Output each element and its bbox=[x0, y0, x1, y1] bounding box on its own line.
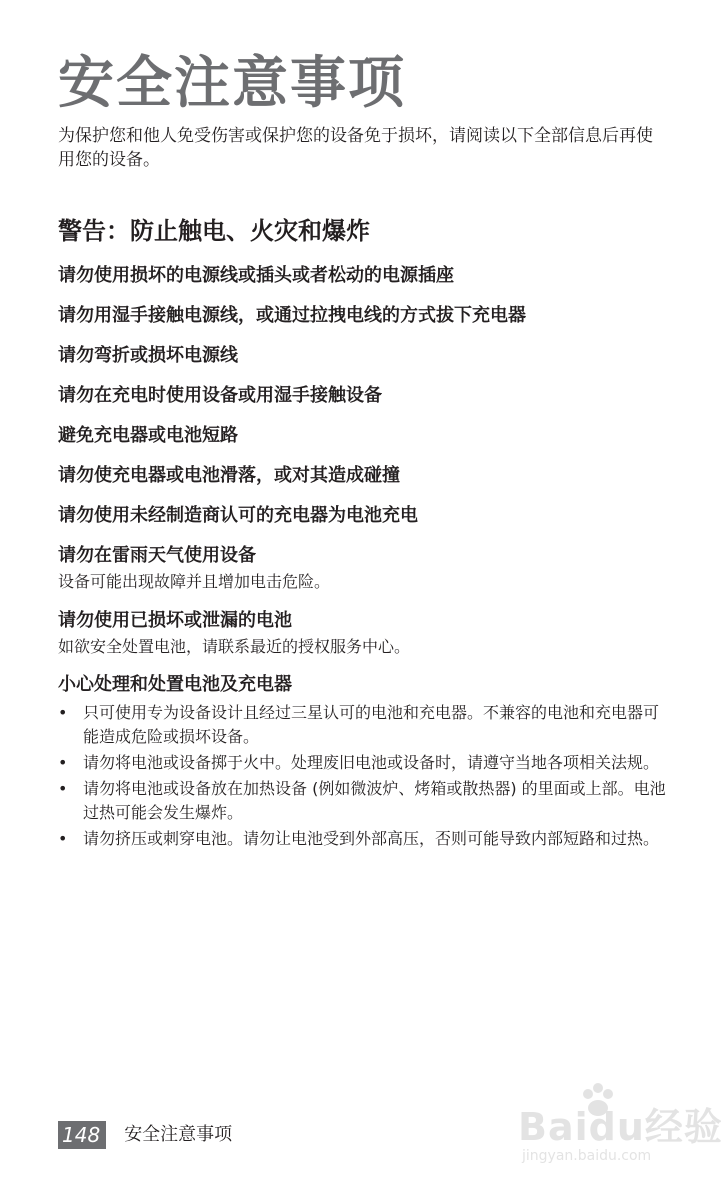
item-body: 设备可能出现故障并且增加电击危险。 bbox=[58, 572, 331, 591]
item-body: 如欲安全处置电池，请联系最近的授权服务中心。 bbox=[58, 637, 411, 656]
warning-item bbox=[58, 542, 668, 607]
bullet-text: 请勿将电池或设备放在加热设备 (例如微波炉、烤箱或散热器) 的里面或上部。电池过热可能会发生爆炸。 bbox=[83, 779, 666, 822]
warning-item bbox=[58, 342, 668, 382]
page-title: 安全注意事项 bbox=[58, 51, 406, 116]
item-heading: 请勿在充电时使用设备或用湿手接触设备 bbox=[58, 385, 382, 406]
watermark-logo-text: Baidu经验 bbox=[518, 1105, 723, 1149]
bullet-item bbox=[58, 751, 668, 775]
item-heading: 请勿使用已损坏或泄漏的电池 bbox=[58, 610, 292, 631]
footer-section-title: 安全注意事项 bbox=[124, 1124, 233, 1145]
bullet-item bbox=[58, 701, 668, 749]
bullet-item bbox=[58, 827, 668, 851]
bullet-marker: • bbox=[58, 753, 68, 772]
warning-item bbox=[58, 262, 668, 302]
warning-item bbox=[58, 671, 668, 851]
warning-item bbox=[58, 422, 668, 462]
warning-items bbox=[58, 262, 668, 853]
item-heading: 小心处理和处置电池及充电器 bbox=[58, 674, 292, 695]
warning-item bbox=[58, 502, 668, 542]
bullet-text: 请勿将电池或设备掷于火中。处理废旧电池或设备时，请遵守当地各项相关法规。 bbox=[83, 753, 660, 772]
warning-item bbox=[58, 302, 668, 342]
bullet-text: 请勿挤压或刺穿电池。请勿让电池受到外部高压，否则可能导致内部短路和过热。 bbox=[83, 829, 660, 848]
page-footer bbox=[58, 1121, 232, 1149]
item-heading: 请勿在雷雨天气使用设备 bbox=[58, 545, 256, 566]
item-heading: 请勿使充电器或电池滑落，或对其造成碰撞 bbox=[58, 465, 400, 486]
item-heading: 避免充电器或电池短路 bbox=[58, 425, 238, 446]
bullet-list bbox=[58, 701, 668, 851]
item-heading: 请勿弯折或损坏电源线 bbox=[58, 345, 238, 366]
warning-item bbox=[58, 462, 668, 502]
bullet-marker: • bbox=[58, 703, 68, 722]
bullet-text: 只可使用专为设备设计且经过三星认可的电池和充电器。不兼容的电池和充电器可能造成危险或损坏设备。 bbox=[83, 703, 660, 746]
warning-item bbox=[58, 607, 668, 671]
warning-item bbox=[58, 382, 668, 422]
item-heading: 请勿使用未经制造商认可的充电器为电池充电 bbox=[58, 505, 418, 526]
bullet-marker: • bbox=[58, 779, 68, 798]
intro-paragraph: 为保护您和他人免受伤害或保护您的设备免于损坏，请阅读以下全部信息后再使用您的设备。 bbox=[58, 126, 653, 170]
watermark-url: jingyan.baidu.com bbox=[522, 1148, 652, 1164]
warning-heading: 警告：防止触电、火灾和爆炸 bbox=[58, 217, 370, 245]
page-number: 148 bbox=[58, 1121, 106, 1149]
bullet-marker: • bbox=[58, 829, 68, 848]
item-heading: 请勿使用损坏的电源线或插头或者松动的电源插座 bbox=[58, 265, 454, 286]
bullet-item bbox=[58, 777, 668, 825]
baidu-watermark bbox=[518, 1080, 723, 1170]
item-heading: 请勿用湿手接触电源线，或通过拉拽电线的方式拔下充电器 bbox=[58, 305, 526, 326]
